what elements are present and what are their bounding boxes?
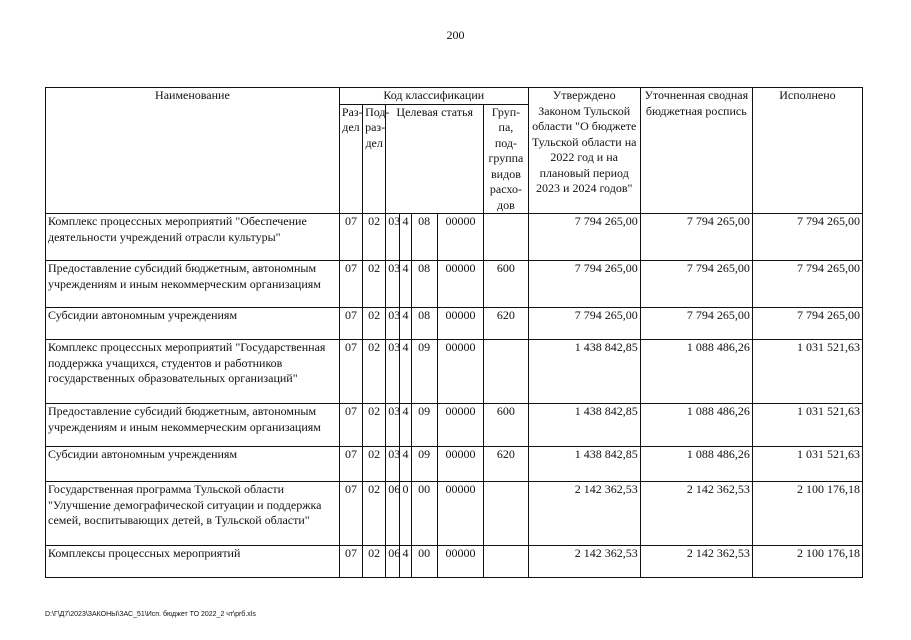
row-target-type: 4	[400, 214, 411, 261]
header-podrazdel: Под-раз-дел	[363, 104, 386, 214]
row-target-subprogram: 00	[411, 546, 437, 578]
row-razdel: 07	[339, 447, 362, 482]
row-razdel: 07	[339, 340, 362, 404]
row-razdel: 07	[339, 261, 362, 308]
row-group: 620	[484, 308, 528, 340]
row-razdel: 07	[339, 214, 362, 261]
row-refined: 1 088 486,26	[640, 447, 752, 482]
row-podrazdel: 02	[363, 447, 386, 482]
row-group: 600	[484, 261, 528, 308]
row-target-direction: 00000	[437, 482, 483, 546]
row-target-type: 4	[400, 340, 411, 404]
header-code-group: Код классификации	[339, 88, 528, 105]
row-executed: 7 794 265,00	[752, 214, 862, 261]
row-razdel: 07	[339, 546, 362, 578]
row-target-direction: 00000	[437, 340, 483, 404]
row-podrazdel: 02	[363, 404, 386, 447]
row-razdel: 07	[339, 482, 362, 546]
row-target-type: 4	[400, 261, 411, 308]
row-target-direction: 00000	[437, 447, 483, 482]
row-refined: 1 088 486,26	[640, 340, 752, 404]
header-executed: Исполнено	[752, 88, 862, 214]
table-header	[46, 88, 863, 214]
row-target-direction: 00000	[437, 214, 483, 261]
row-name: Комплексы процессных мероприятий	[46, 546, 340, 578]
row-target-direction: 00000	[437, 404, 483, 447]
row-target-type: 0	[400, 482, 411, 546]
table-row	[46, 308, 863, 340]
table-row	[46, 340, 863, 404]
row-executed: 2 100 176,18	[752, 546, 862, 578]
row-target-program: 03	[386, 214, 400, 261]
table-row	[46, 447, 863, 482]
table-row	[46, 482, 863, 546]
row-group	[484, 482, 528, 546]
row-target-subprogram: 00	[411, 482, 437, 546]
row-target-program: 03	[386, 447, 400, 482]
row-target-subprogram: 08	[411, 308, 437, 340]
row-executed: 7 794 265,00	[752, 261, 862, 308]
row-name: Предоставление субсидий бюджетным, автономным учреждениям и иным некоммерческим организациям	[46, 404, 340, 447]
row-name: Комплекс процессных мероприятий "Государственная поддержка учащихся, студентов и работников государственных образовательных организаций"	[46, 340, 340, 404]
row-group: 600	[484, 404, 528, 447]
row-target-direction: 00000	[437, 546, 483, 578]
row-target-direction: 00000	[437, 308, 483, 340]
row-target-type: 4	[400, 308, 411, 340]
row-refined: 7 794 265,00	[640, 261, 752, 308]
row-target-program: 03	[386, 308, 400, 340]
row-target-type: 4	[400, 546, 411, 578]
header-refined: Уточненная сводная бюджетная роспись	[640, 88, 752, 214]
row-group	[484, 546, 528, 578]
row-target-program: 06	[386, 482, 400, 546]
row-name: Предоставление субсидий бюджетным, автономным учреждениям и иным некоммерческим организациям	[46, 261, 340, 308]
row-group: 620	[484, 447, 528, 482]
row-refined: 7 794 265,00	[640, 214, 752, 261]
row-target-type: 4	[400, 404, 411, 447]
header-group: Груп-па, под-группа видов расхо-дов	[484, 104, 528, 214]
page-number: 200	[446, 28, 465, 42]
row-approved: 2 142 362,53	[528, 482, 640, 546]
table-row	[46, 546, 863, 578]
header-target: Целевая статья	[386, 104, 484, 214]
row-refined: 2 142 362,53	[640, 482, 752, 546]
row-refined: 1 088 486,26	[640, 404, 752, 447]
row-podrazdel: 02	[363, 482, 386, 546]
row-target-direction: 00000	[437, 261, 483, 308]
row-name: Государственная программа Тульской области "Улучшение демографической ситуации и поддержка семей, воспитывающих детей, в Тульской области"	[46, 482, 340, 546]
row-target-program: 06	[386, 546, 400, 578]
row-refined: 7 794 265,00	[640, 308, 752, 340]
row-approved: 7 794 265,00	[528, 261, 640, 308]
row-razdel: 07	[339, 404, 362, 447]
row-group	[484, 340, 528, 404]
row-executed: 1 031 521,63	[752, 404, 862, 447]
row-name: Субсидии автономным учреждениям	[46, 447, 340, 482]
row-name: Субсидии автономным учреждениям	[46, 308, 340, 340]
row-podrazdel: 02	[363, 261, 386, 308]
row-target-program: 03	[386, 340, 400, 404]
row-target-subprogram: 09	[411, 340, 437, 404]
row-podrazdel: 02	[363, 214, 386, 261]
row-approved: 7 794 265,00	[528, 308, 640, 340]
row-executed: 1 031 521,63	[752, 447, 862, 482]
row-target-subprogram: 09	[411, 404, 437, 447]
table-row	[46, 261, 863, 308]
row-target-type: 4	[400, 447, 411, 482]
row-target-subprogram: 09	[411, 447, 437, 482]
row-approved: 1 438 842,85	[528, 404, 640, 447]
row-approved: 1 438 842,85	[528, 447, 640, 482]
header-razdel: Раз-дел	[339, 104, 362, 214]
row-target-subprogram: 08	[411, 214, 437, 261]
row-target-program: 03	[386, 261, 400, 308]
row-razdel: 07	[339, 308, 362, 340]
row-approved: 1 438 842,85	[528, 340, 640, 404]
row-approved: 2 142 362,53	[528, 546, 640, 578]
row-target-subprogram: 08	[411, 261, 437, 308]
table-row	[46, 404, 863, 447]
row-name: Комплекс процессных мероприятий "Обеспечение деятельности учреждений отрасли культуры"	[46, 214, 340, 261]
row-approved: 7 794 265,00	[528, 214, 640, 261]
header-approved: Утверждено Законом Тульской области "О бюджете Тульской области на 2022 год и на плановый период 2023 и 2024 годов"	[528, 88, 640, 214]
header-name: Наименование	[46, 88, 340, 214]
row-podrazdel: 02	[363, 340, 386, 404]
row-group	[484, 214, 528, 261]
budget-table	[45, 87, 863, 578]
row-executed: 7 794 265,00	[752, 308, 862, 340]
row-executed: 1 031 521,63	[752, 340, 862, 404]
file-path-footer: D:\Г\Д7\2023\ЗАКОНЫ\ЗАС_51\Исп. бюджет ТО 2022_2 чт\рrб.xls	[45, 611, 256, 618]
row-refined: 2 142 362,53	[640, 546, 752, 578]
row-target-program: 03	[386, 404, 400, 447]
table-row	[46, 214, 863, 261]
row-executed: 2 100 176,18	[752, 482, 862, 546]
row-podrazdel: 02	[363, 308, 386, 340]
row-podrazdel: 02	[363, 546, 386, 578]
